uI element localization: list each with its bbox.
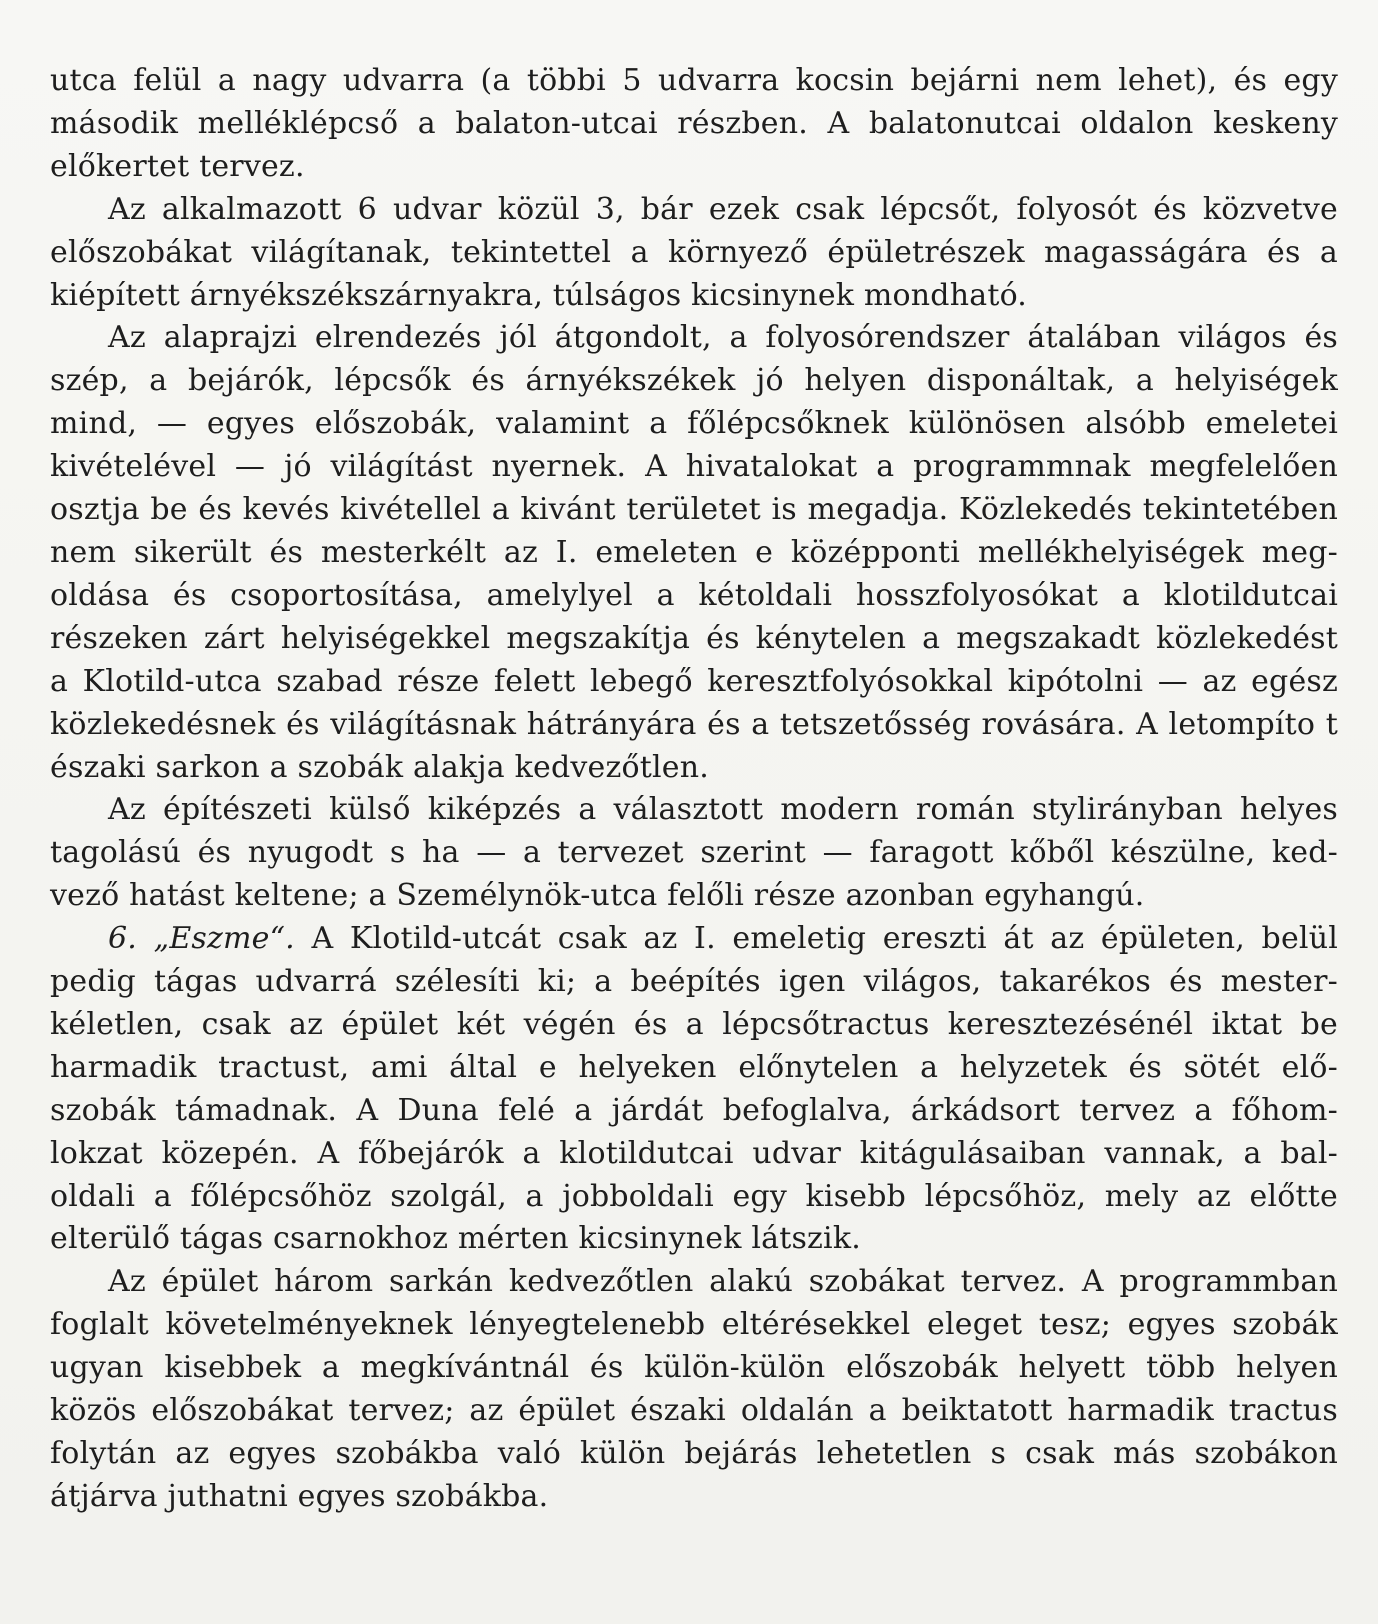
text-line: Az alkalmazott 6 udvar közül 3, bár ezek csak lépcsőt, folyosót és közvetve bbox=[108, 191, 1338, 227]
text-line: második melléklépcső a balaton-utcai részben. A balatonutcai oldalon keskeny bbox=[50, 105, 1338, 141]
text-line: előszobákat világítanak, tekintettel a környező épületrészek magasságára és a bbox=[50, 234, 1338, 270]
text-line: kéletlen, csak az épület két végén és a lépcsőtractus keresztezésénél iktat be bbox=[50, 1006, 1338, 1042]
text-line: Az építészeti külső kiképzés a választott modern román stylirányban helyes bbox=[108, 792, 1338, 828]
text-line: közlekedésnek és világításnak hátrányára és a tetszetősség rovására. A letompíto t bbox=[50, 706, 1338, 742]
text-line: szép, a bejárók, lépcsők és árnyékszékek jó helyen disponáltak, a helyiségek bbox=[50, 363, 1338, 399]
text-line: részeken zárt helyiségekkel megszakítja és kénytelen a megszakadt közlekedést bbox=[50, 620, 1338, 656]
text-line-rest: A Klotild-utcát csak az I. emeletig ereszti át az épületen, belül bbox=[294, 921, 1339, 957]
text-line: oldali a főlépcsőhöz szolgál, a jobboldali egy kisebb lépcsőhöz, mely az előtte bbox=[50, 1178, 1338, 1214]
text-line bbox=[50, 918, 1338, 961]
paragraph-2 bbox=[50, 189, 1338, 318]
paragraph-1 bbox=[50, 60, 1338, 189]
text-line: mind, — egyes előszobák, valamint a főlépcsőknek különösen alsóbb emeletei bbox=[50, 406, 1338, 442]
paragraph-6 bbox=[50, 1261, 1338, 1518]
text-line: északi sarkon a szobák alakja kedvezőtlen. bbox=[50, 749, 709, 785]
text-line: kivételével — jó világítást nyernek. A hivatalokat a programmnak megfelelően bbox=[50, 449, 1338, 485]
text-line: szobák támadnak. A Duna felé a járdát befoglalva, árkádsort tervez a főhom- bbox=[50, 1092, 1338, 1128]
text-line: a Klotild-utca szabad része felett lebegő keresztfolyósokkal kipótolni — az egész bbox=[50, 663, 1338, 699]
section-label: 6. „Eszme“. bbox=[108, 921, 295, 957]
paragraph-5 bbox=[50, 918, 1338, 1261]
text-line: tagolású és nyugodt s ha — a tervezet szerint — faragott kőből készülne, ked- bbox=[50, 835, 1338, 871]
paragraph-3 bbox=[50, 317, 1338, 789]
paragraph-4 bbox=[50, 789, 1338, 918]
text-line: nem sikerült és mesterkélt az I. emeleten e középponti mellékhelyiségek meg- bbox=[50, 534, 1338, 570]
text-line: osztja be és kevés kivétellel a kivánt területet is megadja. Közlekedés tekintetében bbox=[50, 492, 1338, 528]
text-line: harmadik tractust, ami által e helyeken előnytelen a helyzetek és sötét elő- bbox=[50, 1049, 1338, 1085]
text-line: folytán az egyes szobákba való külön bejárás lehetetlen s csak más szobákon bbox=[50, 1436, 1338, 1471]
text-line: ugyan kisebbek a megkívántnál és külön-külön előszobák helyett több helyen bbox=[50, 1350, 1338, 1386]
text-line: vező hatást keltene; a Személynök-utca felőli része azonban egyhangú. bbox=[50, 878, 1145, 914]
text-line: foglalt követelményeknek lényegtelenebb eltérésekkel eleget tesz; egyes szobák bbox=[50, 1307, 1338, 1343]
text-line: közös előszobákat tervez; az épület északi oldalán a beiktatott harmadik tractus bbox=[50, 1393, 1338, 1429]
text-line: kiépített árnyékszékszárnyakra, túlságos kicsinynek mondható. bbox=[50, 277, 1028, 313]
text-line: átjárva juthatni egyes szobákba. bbox=[50, 1478, 549, 1514]
text-line: utca felül a nagy udvarra (a többi 5 udvarra kocsin bejárni nem lehet), és egy bbox=[50, 63, 1338, 98]
text-line: Az alaprajzi elrendezés jól átgondolt, a folyosórendszer átalában világos és bbox=[108, 320, 1338, 356]
text-line: lokzat közepén. A főbejárók a klotildutcai udvar kitágulásaiban vannak, a bal- bbox=[50, 1135, 1338, 1171]
text-line: Az épület három sarkán kedvezőtlen alakú szobákat tervez. A programmban bbox=[108, 1264, 1338, 1300]
text-line: oldása és csoportosítása, amelylyel a kétoldali hosszfolyosókat a klotildutcai bbox=[50, 577, 1338, 613]
text-line: pedig tágas udvarrá szélesíti ki; a beépítés igen világos, takarékos és mester- bbox=[50, 964, 1338, 1000]
text-line: elterülő tágas csarnokhoz mérten kicsinynek látszik. bbox=[50, 1221, 861, 1257]
text-line: előkertet tervez. bbox=[50, 148, 305, 184]
